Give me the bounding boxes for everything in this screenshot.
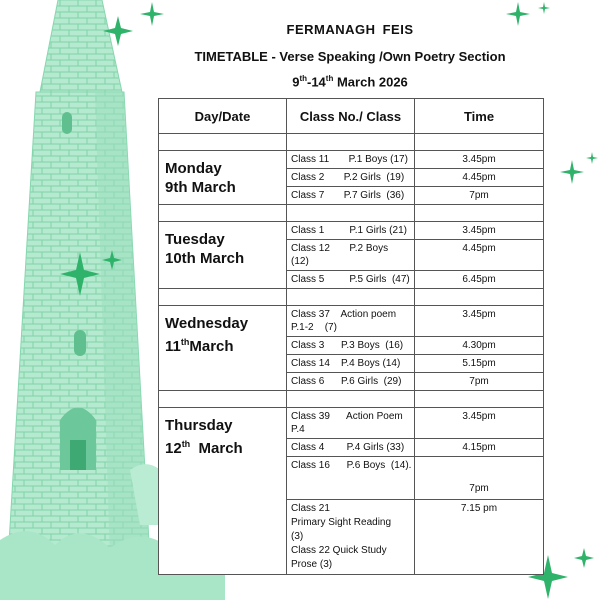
class-cell: Class 3 P.3 Boys (16) xyxy=(287,337,415,355)
time-cell: 4.15pm xyxy=(415,439,544,457)
table-header-row xyxy=(159,99,544,134)
header-time: Time xyxy=(415,99,544,134)
time-cell: 3.45pm xyxy=(415,222,544,240)
table-row xyxy=(159,408,544,439)
time-cell: 5.15pm xyxy=(415,355,544,373)
class-cell: Class 14 P.4 Boys (14) xyxy=(287,355,415,373)
time-cell: 7pm xyxy=(415,187,544,205)
day-thursday: Thursday 12th March xyxy=(159,408,287,575)
day-monday: Monday 9th March xyxy=(159,151,287,205)
day-wednesday: Wednesday 11thMarch xyxy=(159,306,287,391)
class-cell: Class 21 Primary Sight Reading (3) Class 22 Quick Study Prose (3) xyxy=(287,500,415,575)
table-row xyxy=(159,151,544,169)
time-cell: 4.30pm xyxy=(415,337,544,355)
time-cell: 7.15 pm xyxy=(415,500,544,575)
class-cell: Class 12 P.2 Boys (12) xyxy=(287,240,415,271)
class-cell: Class 39 Action Poem P.4 xyxy=(287,408,415,439)
header-class: Class No./ Class xyxy=(287,99,415,134)
class-cell: Class 11 P.1 Boys (17) xyxy=(287,151,415,169)
table-row xyxy=(159,222,544,240)
class-cell: Class 4 P.4 Girls (33) xyxy=(287,439,415,457)
time-cell: 4.45pm xyxy=(415,169,544,187)
page-subtitle: TIMETABLE - Verse Speaking /Own Poetry Section xyxy=(194,49,506,64)
header-day: Day/Date xyxy=(159,99,287,134)
class-cell: Class 37 Action poem P.1-2 (7) xyxy=(287,306,415,337)
class-cell: Class 1 P.1 Girls (21) xyxy=(287,222,415,240)
day-tuesday: Tuesday 10th March xyxy=(159,222,287,289)
table-row xyxy=(159,306,544,337)
time-cell: 6.45pm xyxy=(415,271,544,289)
class-cell: Class 6 P.6 Girls (29) xyxy=(287,373,415,391)
time-cell: 7pm xyxy=(415,373,544,391)
page-title: FERMANAGH FEIS xyxy=(286,22,414,37)
time-cell: 3.45pm xyxy=(415,151,544,169)
class-cell: Class 7 P.7 Girls (36) xyxy=(287,187,415,205)
class-cell: Class 2 P.2 Girls (19) xyxy=(287,169,415,187)
class-cell: Class 5 P.5 Girls (47) xyxy=(287,271,415,289)
date-range: 9th-14th March 2026 xyxy=(292,74,408,90)
time-cell: 3.45pm xyxy=(415,306,544,337)
class-cell: Class 16 P.6 Boys (14). xyxy=(287,457,415,500)
timetable xyxy=(158,98,544,575)
time-cell: 7pm xyxy=(415,457,544,500)
time-cell: 3.45pm xyxy=(415,408,544,439)
time-cell: 4.45pm xyxy=(415,240,544,271)
